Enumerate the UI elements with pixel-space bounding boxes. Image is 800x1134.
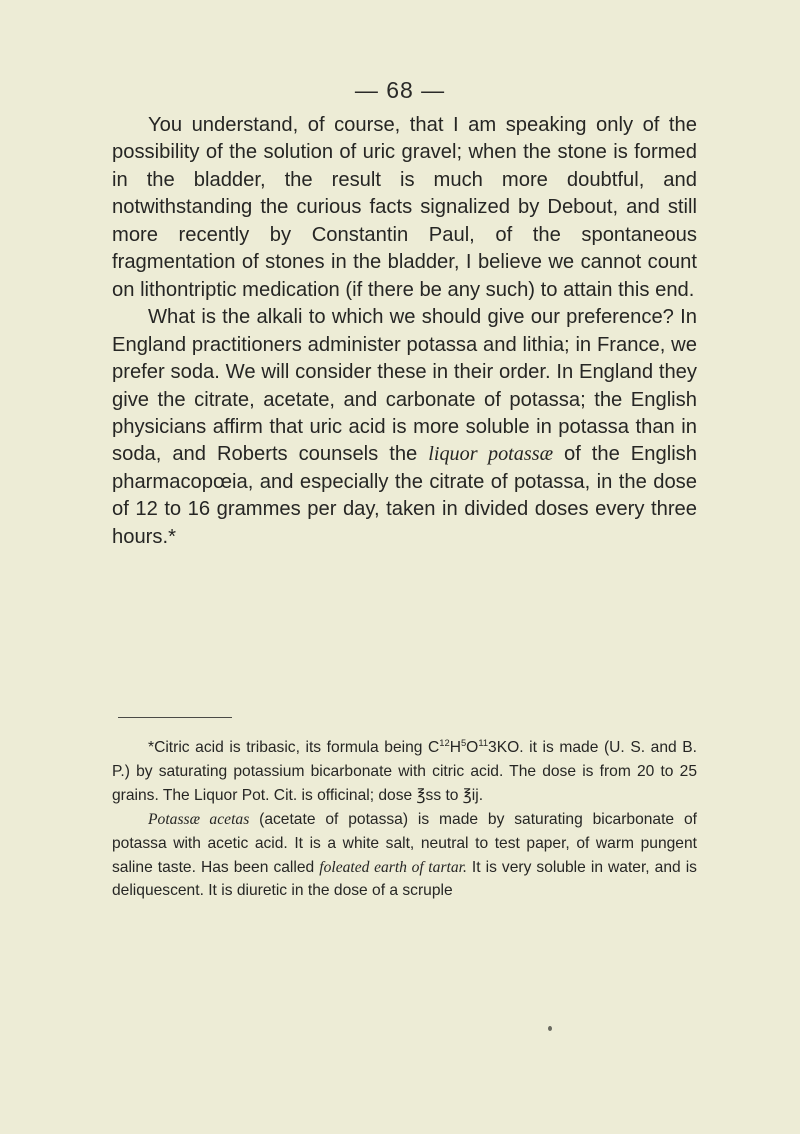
footnote-1-rest: 3KO. it is made (U. S. and B. P.) by saturating potassium bicarbonate with citric acid. The dose is from 20 to 25 grains. The Liquor Pot. Cit. is officinal; dose ℥ss to ℥ij. [112,739,697,804]
footnote-2-italic-2: foleated earth of tartar. [319,858,467,876]
paragraph-2-part-a: What is the alkali to which we should give our preference? In England practitioners administer potassa and lithia; in France, we prefer soda. We will consider these in their order. In England they give the citrate, acetate, and carbonate of potassa; the English physicians affirm that uric acid is more soluble in potassa than in soda, and Roberts counsels the [112,306,697,466]
formula-sup-2: 5 [460,738,467,748]
main-text [112,112,697,551]
paper-speck [548,1026,552,1031]
footnote-2-part-a: (acetate of potassa) is made by saturating bicarbonate of potassa with acetic acid. It is a white salt, neutral to test paper, of warm pungent saline taste. Has been called [112,810,697,876]
formula-h: H [449,739,461,756]
formula-sup-1: 12 [439,738,450,748]
footnote-paragraph-1 [112,736,697,808]
footnote-paragraph-2 [112,808,697,904]
footnote-divider [118,717,232,718]
formula-o: O [466,739,479,756]
page-number: — 68 — [354,77,446,103]
paragraph-2-part-b: of the English pharmacopœia, and especially the citrate of potassa, in the dose of 12 to 16 grammes per day, taken in divided doses every three hours.* [112,443,698,548]
paragraph-1: You understand, of course, that I am speaking only of the possibility of the solution of uric gravel; when the stone is formed in the bladder, the result is much more doubtful, and notwithstanding the curious facts signalized by Debout, and still more recently by Constantin Paul, of the spontaneous fragmentation of stones in the bladder, I believe we cannot count on lithontriptic medication (if there be any such) to attain this end. [112,114,697,301]
footnote-2-part-b: It is very soluble in water, and is deliquescent. It is diuretic in the dose of a scruple [112,858,697,900]
paragraph-2-italic: liquor potassæ [428,443,554,466]
formula-sup-3: 11 [478,738,489,748]
paragraph-2 [112,304,697,551]
footnote [112,736,697,903]
footnote-1-prefix: *Citric acid is tribasic, its formula being C [148,739,440,756]
footnote-2-italic: Potassæ acetas [148,810,250,828]
